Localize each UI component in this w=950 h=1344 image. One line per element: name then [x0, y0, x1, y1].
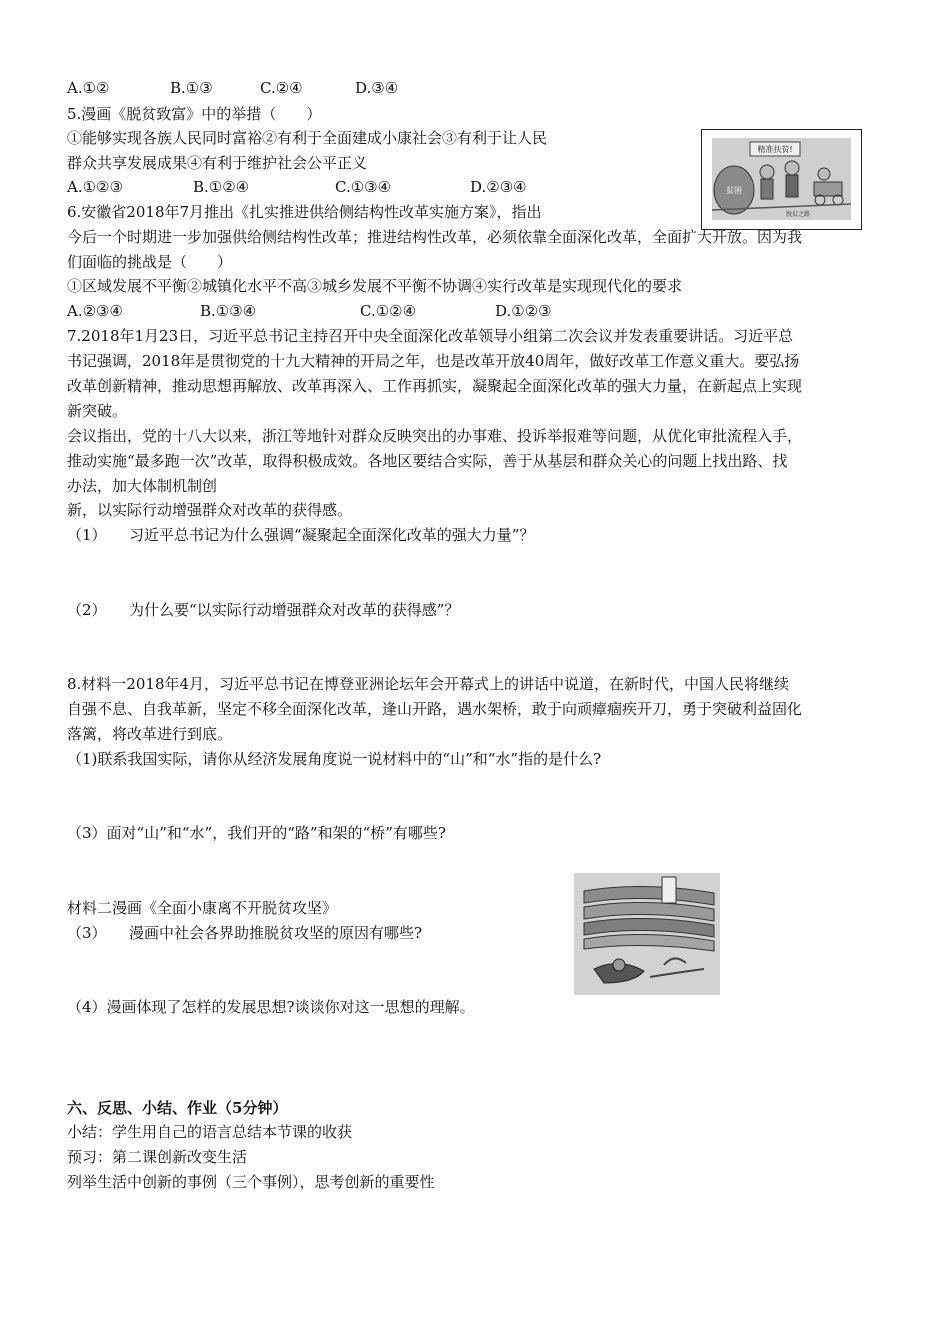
q8-material2-title: 材料二漫画《全面小康离不开脱贫攻坚》 [67, 899, 338, 917]
q7-para2-line2: 推动实施“最多跑一次”改革，取得积极成效。各地区要结合实际，善于从基层和群众关心的问题上找出路、找 [67, 452, 788, 470]
section6-summary: 小结：学生用自己的语言总结本节课的收获 [67, 1123, 353, 1141]
q6-choices: ①区域发展不平衡②城镇化水平不高③城乡发展不平衡不协调④实行改革是实现现代化的要求 [67, 277, 683, 295]
xiaokang-cartoon [574, 873, 720, 995]
q8-subquestion-4: （4）漫画体现了怎样的发展思想?谈谈你对这一思想的理解。 [67, 998, 475, 1016]
q4-option-a: A.①② [67, 79, 110, 97]
cartoon-illustration [712, 138, 851, 220]
q8-subquestion-3b: （3） 漫画中社会各界助推脱贫攻坚的原因有哪些? [67, 924, 423, 942]
q7-para2-line3: 办法，加大体制机制创 [67, 477, 218, 495]
q8-material1-line1: 8.材料一2018年4月，习近平总书记在博登亚洲论坛年会开幕式上的讲话中说道，在新时代，中国人民将继续 [67, 675, 790, 693]
q7-subquestion-2: （2） 为什么要“以实际行动增强群众对改革的获得感”？ [67, 601, 460, 619]
q8-subquestion-1: （1)联系我国实际，请你从经济发展角度说一说材料中的“山”和“水”指的是什么? [67, 750, 602, 768]
q7-para1-line4: 新突破。 [67, 402, 128, 420]
rock-label: 贫困 [726, 186, 742, 195]
q6-option-d: D.①②③ [495, 302, 552, 320]
q7-para1-line3: 改革创新精神，推动思想再解放、改革再深入、工作再抓实，凝聚起全面深化改革的强大力量，在新起点上实现 [67, 377, 803, 395]
q6-option-c: C.①②④ [360, 302, 417, 320]
section6-task: 列举生活中创新的事例（三个事例），思考创新的重要性 [67, 1173, 435, 1191]
q7-para1-line1: 7.2018年1月23日，习近平总书记主持召开中央全面深化改革领导小组第二次会议并发表重要讲话。习近平总 [67, 327, 794, 345]
q8-subquestion-3a: （3）面对“山”和“水”，我们开的“路”和架的“桥”有哪些? [67, 824, 446, 842]
road-label: 脱贫之路 [785, 211, 811, 218]
q5-choices-line1: ①能够实现各族人民同时富裕②有利于全面建成小康社会③有利于让人民 [67, 129, 548, 147]
cartoon-image [712, 138, 851, 220]
q5-option-a: A.①②③ [67, 178, 123, 196]
section6-heading: 六、反思、小结、作业（5分钟） [67, 1099, 288, 1117]
banner-text: 精准扶贫! [757, 145, 793, 154]
q8-material1-line3: 落篱，将改革进行到底。 [67, 725, 233, 743]
q7-subquestion-1: （1） 习近平总书记为什么强调“凝聚起全面深化改革的强大力量”？ [67, 526, 535, 544]
q4-option-d: D.③④ [355, 79, 399, 97]
q6-option-b: B.①③④ [200, 302, 257, 320]
section6-preview: 预习：第二课创新改变生活 [67, 1148, 248, 1166]
q6-option-a: A.②③④ [67, 302, 123, 320]
q5-option-c: C.①③④ [335, 178, 392, 196]
q7-para1-line2: 书记强调，2018年是贯彻党的十九大精神的开局之年，也是改革开放40周年，做好改革工作意义重大。要弘扬 [67, 352, 800, 370]
q5-stem: 5.漫画《脱贫致富》中的举措（ ） [67, 105, 322, 123]
q6-line1: 6.安徽省2018年7月推出《扎实推进供给侧结构性改革实施方案》，指出 [67, 203, 542, 221]
q7-para2-line1: 会议指出，党的十八大以来，浙江等地针对群众反映突出的办事难、投诉举报难等问题，从优化审批流程入手， [67, 427, 803, 445]
q5-option-b: B.①②④ [193, 178, 250, 196]
poverty-alleviation-cartoon [701, 129, 862, 230]
q7-para2-line4: 新，以实际行动增强群众对改革的获得感。 [67, 501, 353, 519]
q5-choices-line2: 群众共享发展成果④有利于维护社会公平正义 [67, 154, 368, 172]
q6-line3: 们面临的挑战是（ ） [67, 253, 233, 271]
q5-option-d: D.②③④ [470, 178, 527, 196]
q4-option-c: C.②④ [260, 79, 303, 97]
q6-line2: 今后一个时期进一步加强供给侧结构性改革；推进结构性改革，必须依靠全面深化改革，全面扩大开放。因为我 [67, 228, 803, 246]
q4-option-b: B.①③ [170, 79, 213, 97]
xiaokang-cartoon-illustration [574, 873, 720, 995]
q8-material1-line2: 自强不息、自我革新，坚定不移全面深化改革，逢山开路，遇水架桥，敢于向顽瘴痼疾开刀，勇于突破利益固化 [67, 700, 803, 718]
